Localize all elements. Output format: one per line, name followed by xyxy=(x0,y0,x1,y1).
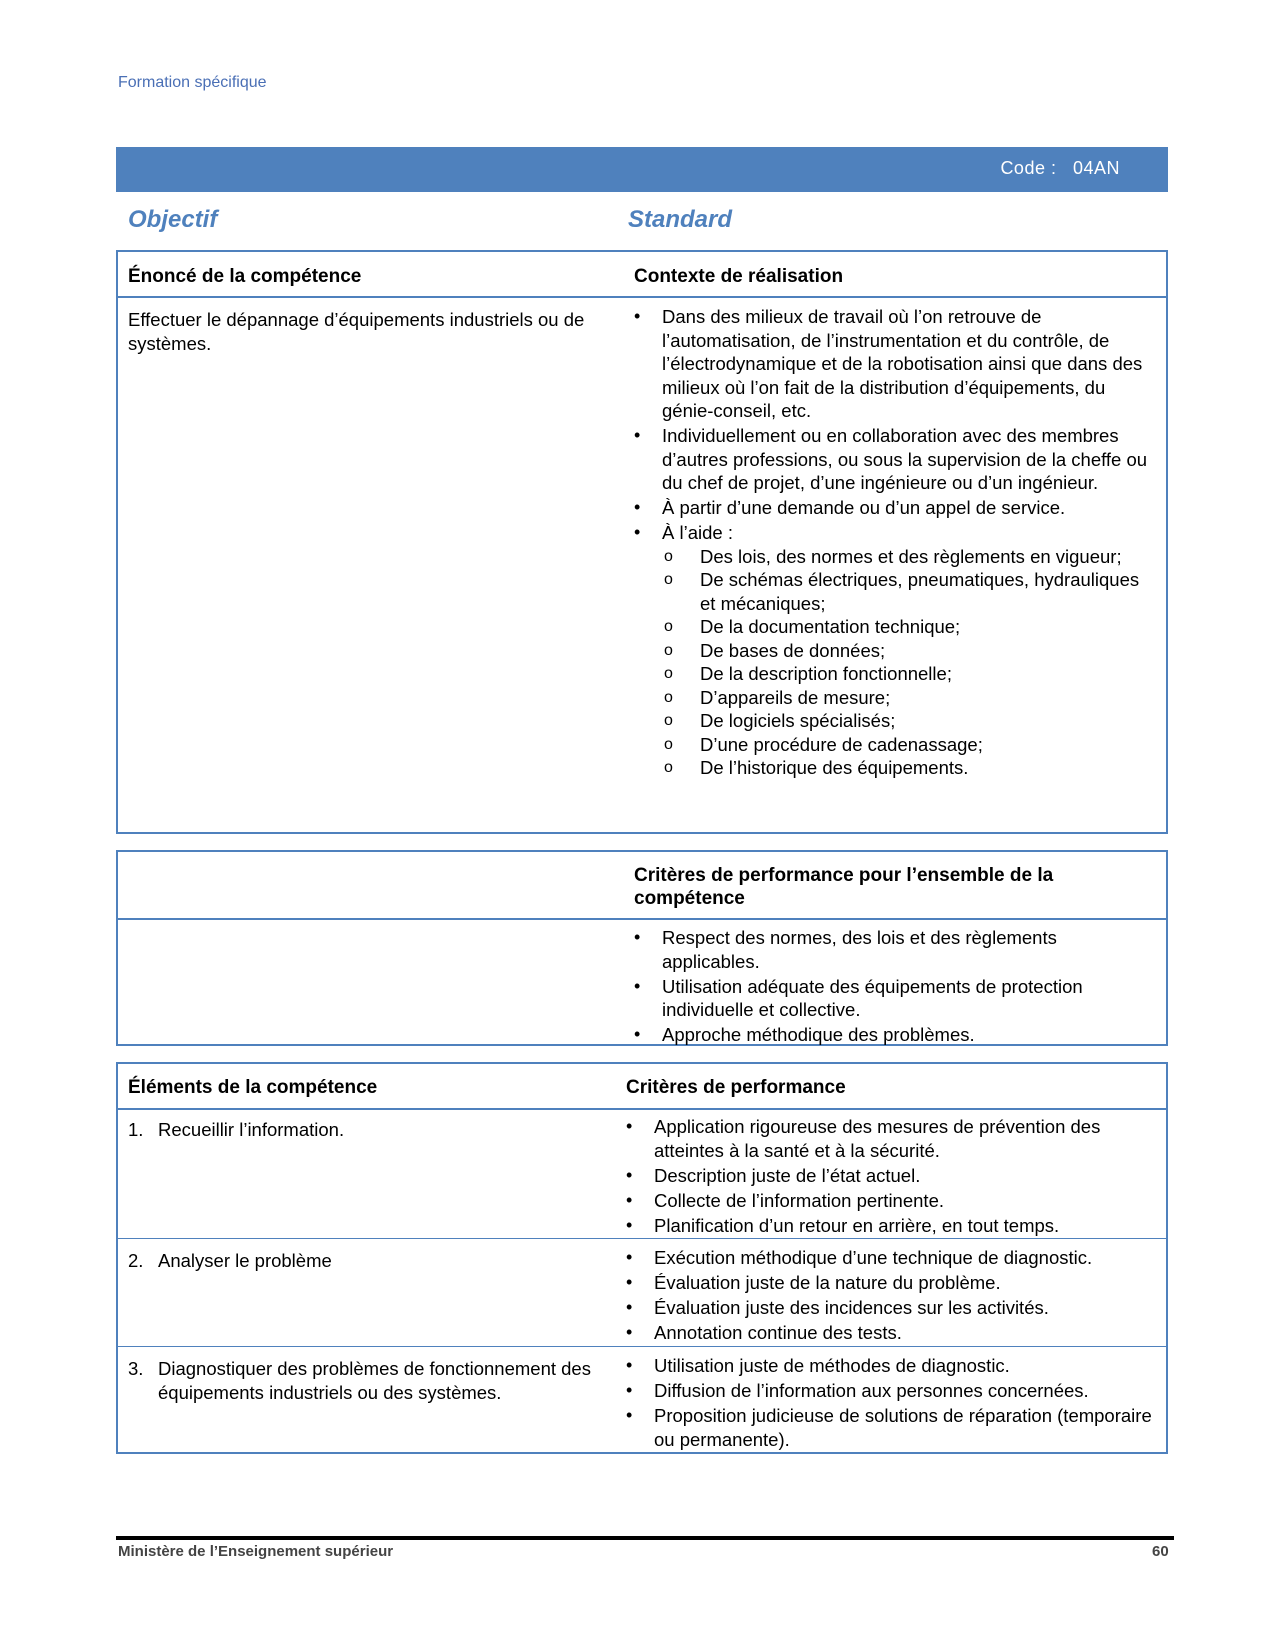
code-bar xyxy=(116,147,1168,192)
criterion: • Exécution méthodique d’une technique de diagnostic. xyxy=(626,1246,1156,1270)
document-header: Formation spécifique xyxy=(118,74,267,91)
elements-header xyxy=(118,1064,1166,1110)
criteria-list xyxy=(626,1115,1156,1239)
global-criterion: • Utilisation adéquate des équipements de protection individuelle et collective. xyxy=(634,975,1154,1022)
footer-ministry: Ministère de l’Enseignement supérieur xyxy=(118,1543,394,1560)
aide-subitem: o De schémas électriques, pneumatiques, hydrauliques et mécaniques; xyxy=(662,568,1154,615)
element-row xyxy=(118,1108,1166,1238)
criterion: • Description juste de l’état actuel. xyxy=(626,1164,1156,1188)
global-criteria-header xyxy=(118,852,1166,920)
aide-subitem: o De l’historique des équipements. xyxy=(662,756,1154,780)
section-titles xyxy=(128,206,1168,236)
page-number: 60 xyxy=(1152,1543,1169,1560)
criterion: • Planification d’un retour en arrière, en tout temps. xyxy=(626,1214,1156,1238)
context-item: • À partir d’une demande ou d’un appel de service. xyxy=(634,496,1154,520)
competency-code: Code : 04AN xyxy=(1000,158,1120,178)
context-list xyxy=(634,305,1154,781)
element-number: 1. xyxy=(128,1119,144,1140)
element-number: 3. xyxy=(128,1358,144,1379)
aide-sublist xyxy=(662,545,1154,780)
aide-subitem: o Des lois, des normes et des règlements en vigueur; xyxy=(662,545,1154,569)
elements-heading: Éléments de la compétence xyxy=(128,1077,378,1098)
competence-context-box xyxy=(116,250,1168,834)
competence-statement-heading: Énoncé de la compétence xyxy=(128,266,362,287)
global-criteria-heading: Critères de performance pour l’ensemble de la compétence xyxy=(634,865,1054,909)
criterion: • Proposition judicieuse de solutions de réparation (temporaire ou permanente). xyxy=(626,1404,1156,1451)
aide-subitem: o De la documentation technique; xyxy=(662,615,1154,639)
aide-subitem: o D’une procédure de cadenassage; xyxy=(662,733,1154,757)
aide-subitem: o De bases de données; xyxy=(662,639,1154,663)
competence-box-header xyxy=(118,252,1166,298)
context-item: • Individuellement ou en collaboration avec des membres d’autres professions, ou sous la supervision de la cheffe ou du chef de projet, d’une ingénieure ou d’un ingénieur. xyxy=(634,424,1154,495)
element-item xyxy=(128,1118,608,1142)
standard-title: Standard xyxy=(628,206,733,233)
criterion: • Collecte de l’information pertinente. xyxy=(626,1189,1156,1213)
element-text: Diagnostiquer des problèmes de fonctionnement des équipements industriels ou des systèmes. xyxy=(158,1358,591,1403)
objective-title: Objectif xyxy=(128,206,218,233)
criterion: • Diffusion de l’information aux personnes concernées. xyxy=(626,1379,1156,1403)
aide-subitem: o D’appareils de mesure; xyxy=(662,686,1154,710)
criteria-list xyxy=(626,1246,1156,1346)
elements-box xyxy=(116,1062,1168,1454)
competence-statement: Effectuer le dépannage d’équipements industriels ou de systèmes. xyxy=(128,309,585,354)
element-text: Recueillir l’information. xyxy=(158,1119,345,1140)
element-number: 2. xyxy=(128,1250,144,1271)
footer-rule xyxy=(116,1536,1174,1540)
element-row xyxy=(118,1239,1166,1344)
criterion: • Utilisation juste de méthodes de diagnostic. xyxy=(626,1354,1156,1378)
criterion: • Application rigoureuse des mesures de prévention des atteintes à la santé et à la sécurité. xyxy=(626,1115,1156,1162)
aide-subitem: o De la description fonctionnelle; xyxy=(662,662,1154,686)
aide-label: À l’aide : xyxy=(662,522,733,543)
element-item xyxy=(128,1249,608,1273)
context-heading: Contexte de réalisation xyxy=(634,266,844,287)
element-text: Analyser le problème xyxy=(158,1250,332,1271)
criteria-list xyxy=(626,1354,1156,1453)
criterion: • Évaluation juste des incidences sur les activités. xyxy=(626,1296,1156,1320)
performance-criteria-heading: Critères de performance xyxy=(626,1077,846,1098)
element-row xyxy=(118,1347,1166,1452)
context-item: • Dans des milieux de travail où l’on retrouve de l’automatisation, de l’instrumentation et du contrôle, de l’électrodynamique et de la robotisation ainsi que dans des milieux où l’on fait de la distribution d’équipements, du génie-conseil, etc. xyxy=(634,305,1154,423)
global-criteria-list xyxy=(634,926,1154,1048)
global-criteria-box xyxy=(116,850,1168,1046)
criterion: • Annotation continue des tests. xyxy=(626,1321,1156,1345)
aide-subitem: o De logiciels spécialisés; xyxy=(662,709,1154,733)
element-item xyxy=(128,1357,598,1404)
context-item-aide xyxy=(634,521,1154,780)
global-criterion: • Approche méthodique des problèmes. xyxy=(634,1023,1154,1047)
global-criterion: • Respect des normes, des lois et des règlements applicables. xyxy=(634,926,1154,973)
criterion: • Évaluation juste de la nature du problème. xyxy=(626,1271,1156,1295)
